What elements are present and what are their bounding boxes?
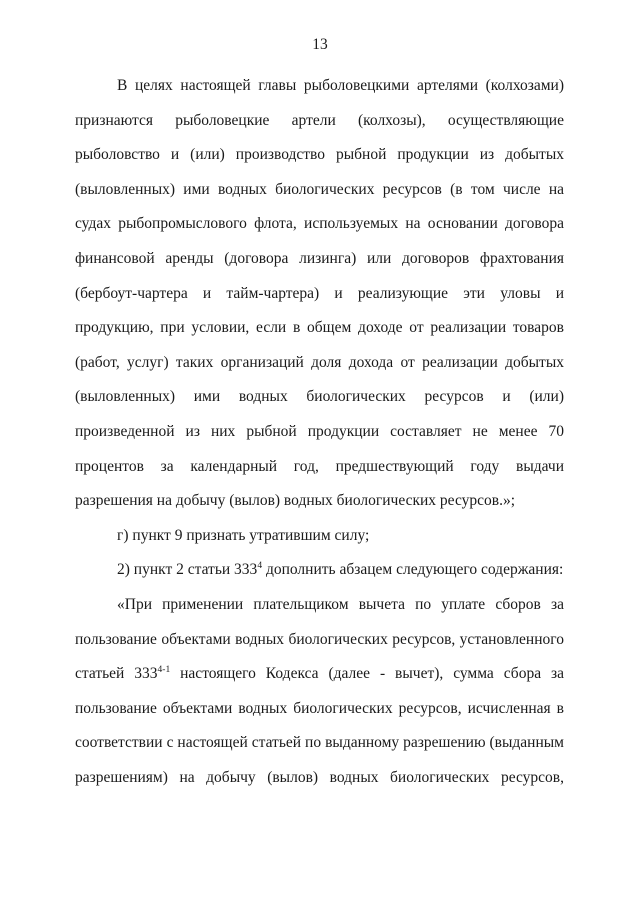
paragraph-item-2-text-end: дополнить абзацем следующего содержания:: [262, 561, 564, 579]
paragraph-deduction-text-start: «При применении плательщиком вычета по уплате сборов за пользование объектами водных биологических ресурсов, установленного статьей 333: [75, 595, 564, 683]
paragraph-deduction-quote: [75, 588, 564, 796]
paragraph-deduction-text-end: настоящего Кодекса (далее - вычет), сумма сбора за пользование объектами водных биологических ресурсов, исчисленная в соответствии с настоящей статьей по выданному разрешению (выданным разрешениям) на добычу (вылов) водных биологических ресурсов,: [75, 665, 565, 786]
paragraph-item-g: г) пункт 9 признать утратившим силу;: [117, 526, 370, 544]
page-number: 13: [312, 36, 328, 53]
paragraph-item-2: [75, 553, 564, 588]
article-superscript: 4-1: [157, 664, 171, 675]
article-superscript: 4: [257, 561, 263, 572]
document-body: [75, 69, 564, 795]
paragraph-fishing-artels-definition: В целях настоящей главы рыболовецкими артелями (колхозами) признаются рыболовецкие артели (колхозы), осуществляющие рыболовство и (или) производство рыбной продукции из добытых (выловленных) ими водных биологических ресурсов (в том числе на судах рыбопромыслового флота, используемых на основании договора финансовой аренды (договора лизинга) или договоров фрахтования (бербоут-чартера и тайм-чартера) и реализующие эти уловы и продукцию, при условии, если в общем доходе от реализации товаров (работ, услуг) таких организаций доля дохода от реализации добытых (выловленных) ими водных биологических ресурсов и (или) произведенной из них рыбной продукции составляет не менее 70 процентов за календарный год, предшествующий году выдачи разрешения на добычу (вылов) водных биологических ресурсов.»;: [75, 77, 564, 510]
paragraph-item-2-text-start: 2) пункт 2 статьи 333: [117, 561, 258, 579]
